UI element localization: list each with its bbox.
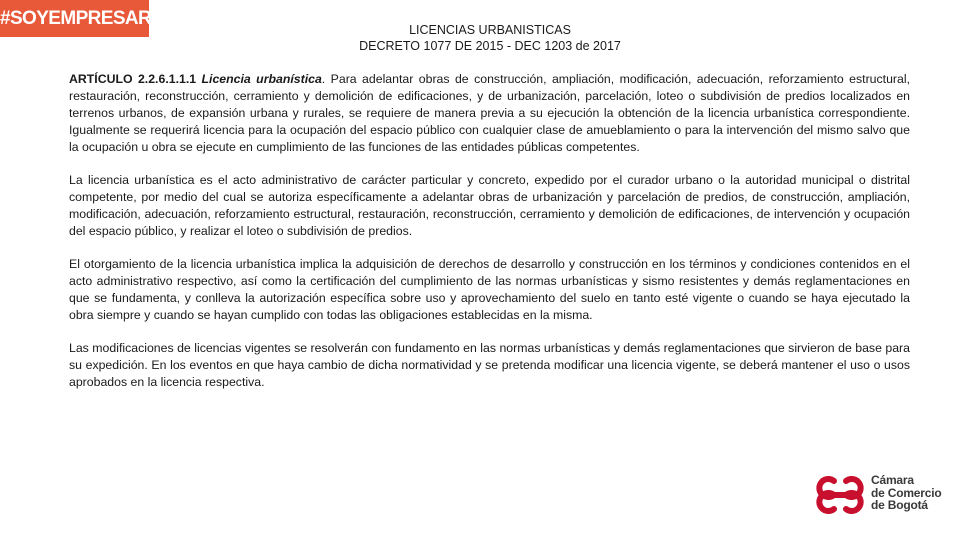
header-subtitle: DECRETO 1077 DE 2015 - DEC 1203 de 2017: [359, 39, 621, 53]
logo-line-2: de Comercio: [871, 485, 942, 500]
article-title: Licencia urbanística: [201, 72, 322, 86]
header-title: LICENCIAS URBANISTICAS: [409, 23, 571, 37]
article-number: ARTÍCULO 2.2.6.1.1.1: [69, 72, 197, 86]
logo-line-1: Cámara: [871, 473, 914, 487]
paragraph-4: Las modificaciones de licencias vigentes se resolverán con fundamento en las normas urbanísticas y demás reglamentaciones que sirvieron de base para su expedición. En los eventos en que haya cambio de dicha normatividad y se pretenda modificar una licencia vigente, se deberá mantener el uso o usos aprobados en la licencia respectiva.: [69, 341, 910, 389]
soyempresario-hashtag-banner: #SOYEMPRESARIO: [0, 0, 149, 37]
document-header: [300, 22, 680, 54]
paragraph-1: [69, 71, 910, 156]
article-body: [69, 71, 910, 407]
logo-wordmark: [871, 474, 942, 512]
camara-de-comercio-logo: [812, 472, 952, 518]
paragraph-2: La licencia urbanística es el acto administrativo de carácter particular y concreto, expedido por el curador urbano o la autoridad municipal o distrital competente, por medio del cual se autoriza específicamente a adelantar obras de urbanización y parcelación de predios, de construcción, ampliación, modificación, adecuación, reforzamiento estructural, restauración, reconstrucción, cerramiento y demolición de edificaciones, de intervención y ocupación del espacio público, y realizar el loteo o subdivisión de predios.: [69, 173, 910, 238]
logo-line-3: de Bogotá: [871, 498, 928, 512]
paragraph-1-text: . Para adelantar obras de construcción, ampliación, modificación, adecuación, reforzamiento estructural, restauración, reconstrucción, cerramiento y demolición de edificaciones, y de urbanización, parcelación, loteo o subdivisión de predios localizados en terrenos urbanos, de expansión urbana y rurales, se requiere de manera previa a su ejecución la obtención de la licencia urbanística correspondiente. Igualmente se requerirá licencia para la ocupación del espacio público con cualquier clase de amueblamiento o para la intervención del mismo salvo que la ocupación u obra se ejecute en cumplimiento de las funciones de las entidades públicas competentes.: [69, 72, 911, 154]
paragraph-3: El otorgamiento de la licencia urbanística implica la adquisición de derechos de desarrollo y construcción en los términos y condiciones contenidos en el acto administrativo respectivo, así como la certificación del cumplimiento de las normas urbanísticas y sismo resistentes y demás reglamentaciones en que se fundamenta, y conlleva la autorización específica sobre uso y aprovechamiento del suelo en tanto esté vigente o cuando se haya ejecutado la obra siempre y cuando se hayan cumplido con todas las obligaciones establecidas en la misma.: [69, 257, 910, 322]
ccb-mark-icon: [812, 474, 868, 516]
